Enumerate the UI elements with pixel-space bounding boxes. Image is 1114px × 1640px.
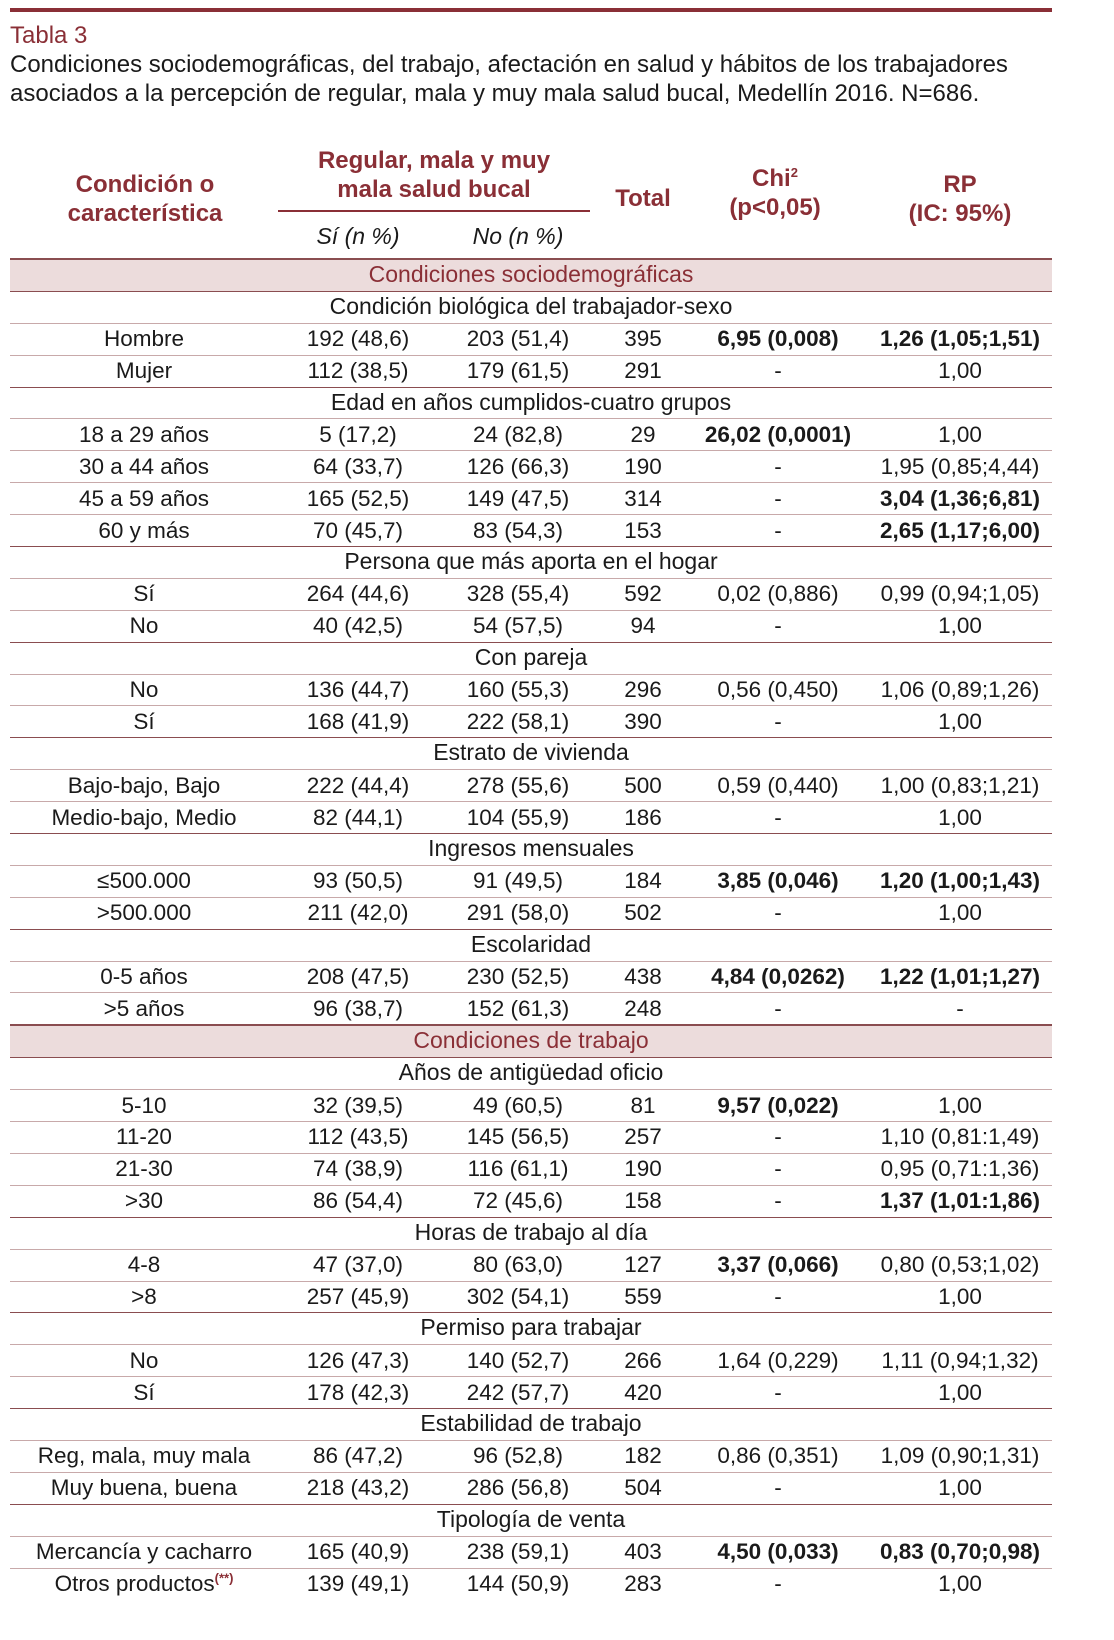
cell-total: 182 — [624, 1443, 662, 1469]
section-header: Condiciones de trabajo — [10, 1024, 1052, 1057]
cell-yes: 126 (47,3) — [306, 1347, 410, 1373]
header-total: Total — [615, 185, 671, 212]
table-row — [10, 1089, 1052, 1121]
table-row — [10, 1568, 1052, 1600]
cell-condition: 11-20 — [116, 1124, 172, 1150]
cell-rp: 1,00 — [938, 1570, 982, 1596]
cell-yes: 82 (44,1) — [312, 804, 404, 830]
cell-condition: 4-8 — [127, 1252, 161, 1278]
cell-condition: No — [129, 1347, 159, 1373]
header-condition: Condición o característica — [67, 171, 223, 227]
group-header: Estrato de vivienda — [10, 737, 1052, 769]
group-header: Permiso para trabajar — [10, 1312, 1052, 1344]
cell-rp: 1,00 — [938, 358, 982, 384]
cell-condition: Muy buena, buena — [50, 1475, 238, 1501]
cell-total: 296 — [624, 677, 662, 703]
header-chi — [700, 164, 850, 222]
cell-rp: 3,04 (1,36;6,81) — [879, 485, 1041, 511]
cell-condition: 30 a 44 años — [78, 453, 210, 479]
cell-no: 126 (66,3) — [466, 453, 570, 479]
cell-rp: 1,00 (0,83;1,21) — [880, 772, 1040, 798]
cell-yes: 257 (45,9) — [306, 1283, 410, 1309]
cell-no: 140 (52,7) — [466, 1347, 570, 1373]
cell-condition: Medio-bajo, Medio — [51, 804, 237, 830]
cell-total: 502 — [624, 900, 662, 926]
group-header: Estabilidad de trabajo — [10, 1408, 1052, 1440]
table-body — [10, 258, 1052, 1599]
cell-no: 116 (61,1) — [467, 1156, 569, 1182]
header-rp-label: RP — [943, 171, 977, 198]
cell-total: 81 — [630, 1092, 656, 1118]
cell-condition: 45 a 59 años — [78, 485, 210, 511]
cell-total: 94 — [630, 613, 656, 639]
cell-rp: 1,00 — [938, 1379, 982, 1405]
cell-total: 314 — [624, 485, 662, 511]
cell-total: 291 — [624, 358, 662, 384]
cell-yes: 47 (37,0) — [312, 1252, 404, 1278]
table-row — [10, 1344, 1052, 1376]
cell-chi: 0,02 (0,886) — [717, 581, 839, 607]
table-row — [10, 355, 1052, 387]
cell-chi: - — [774, 1283, 782, 1309]
cell-no: 203 (51,4) — [466, 326, 570, 352]
cell-no: 179 (61,5) — [466, 358, 570, 384]
cell-rp: 1,00 — [938, 613, 982, 639]
cell-chi: - — [774, 1475, 782, 1501]
cell-total: 190 — [624, 1156, 662, 1182]
cell-chi: - — [774, 708, 782, 734]
cell-rp: 0,80 (0,53;1,02) — [880, 1252, 1040, 1278]
cell-no: 72 (45,6) — [472, 1188, 564, 1214]
cell-condition: Sí — [133, 1379, 155, 1405]
cell-yes: 168 (41,9) — [306, 708, 410, 734]
cell-total: 153 — [624, 517, 662, 543]
header-no: No (n %) — [472, 223, 564, 249]
header-chi-sup: 2 — [790, 165, 798, 180]
cell-total: 500 — [624, 772, 662, 798]
cell-no: 286 (56,8) — [466, 1475, 570, 1501]
cell-yes: 86 (54,4) — [312, 1188, 404, 1214]
cell-total: 438 — [624, 964, 662, 990]
cell-total: 504 — [624, 1475, 662, 1501]
cell-yes: 178 (42,3) — [306, 1379, 410, 1405]
cell-total: 257 — [624, 1124, 662, 1150]
cell-no: 80 (63,0) — [472, 1252, 564, 1278]
cell-condition: >30 — [124, 1188, 164, 1214]
table-row — [10, 323, 1052, 355]
cell-total: 184 — [624, 868, 662, 894]
cell-chi: 1,64 (0,229) — [717, 1347, 839, 1373]
group-header: Con pareja — [10, 642, 1052, 674]
cell-condition: Otros productos(**) — [54, 1570, 234, 1596]
cell-rp: 1,26 (1,05;1,51) — [879, 326, 1041, 352]
table-row — [10, 1440, 1052, 1472]
table-row — [10, 610, 1052, 642]
cell-rp: 0,99 (0,94;1,05) — [880, 581, 1040, 607]
cell-total: 403 — [624, 1539, 662, 1565]
cell-no: 160 (55,3) — [466, 677, 570, 703]
cell-no: 149 (47,5) — [466, 485, 570, 511]
cell-total: 190 — [624, 453, 662, 479]
cell-condition: Reg, mala, muy mala — [37, 1443, 251, 1469]
cell-rp: 1,09 (0,90;1,31) — [880, 1443, 1040, 1469]
cell-yes: 96 (38,7) — [312, 995, 404, 1021]
cell-chi: 0,59 (0,440) — [717, 772, 839, 798]
cell-condition: No — [129, 677, 159, 703]
cell-condition: Mujer — [115, 358, 173, 384]
table-row — [10, 482, 1052, 514]
cell-rp: 1,11 (0,94;1,32) — [881, 1347, 1039, 1373]
cell-chi: - — [774, 1156, 782, 1182]
table-row — [10, 514, 1052, 546]
table-row — [10, 1536, 1052, 1568]
header-rp — [868, 170, 1052, 228]
cell-no: 152 (61,3) — [466, 995, 570, 1021]
cell-no: 49 (60,5) — [472, 1092, 564, 1118]
cell-chi: 0,86 (0,351) — [717, 1443, 839, 1469]
cell-total: 248 — [624, 995, 662, 1021]
table-row — [10, 578, 1052, 610]
header-yes: Sí (n %) — [316, 223, 400, 249]
cell-chi: - — [774, 1124, 782, 1150]
cell-condition: Hombre — [103, 326, 185, 352]
cell-total: 390 — [624, 708, 662, 734]
cell-no: 230 (52,5) — [466, 964, 570, 990]
cell-condition: 18 a 29 años — [78, 421, 210, 447]
cell-no: 104 (55,9) — [466, 804, 570, 830]
cell-no: 242 (57,7) — [466, 1379, 570, 1405]
cell-condition: >500.000 — [96, 900, 192, 926]
table-row — [10, 1472, 1052, 1504]
cell-chi: 26,02 (0,0001) — [704, 421, 852, 447]
cell-no: 24 (82,8) — [472, 421, 564, 447]
cell-no: 96 (52,8) — [472, 1443, 564, 1469]
cell-no: 54 (57,5) — [472, 613, 564, 639]
cell-chi: - — [774, 1379, 782, 1405]
cell-condition: 0-5 años — [100, 964, 188, 990]
cell-rp: 0,83 (0,70;0,98) — [879, 1539, 1041, 1565]
cell-yes: 192 (48,6) — [306, 326, 410, 352]
cell-no: 238 (59,1) — [466, 1539, 570, 1565]
cell-condition: 60 y más — [98, 517, 190, 543]
top-rule — [10, 8, 1052, 12]
cell-yes: 112 (38,5) — [307, 358, 409, 384]
cell-yes: 165 (40,9) — [306, 1539, 410, 1565]
cell-no: 144 (50,9) — [466, 1570, 570, 1596]
cell-yes: 70 (45,7) — [312, 517, 404, 543]
cell-chi: 6,95 (0,008) — [717, 326, 839, 352]
cell-no: 91 (49,5) — [472, 868, 564, 894]
cell-yes: 74 (38,9) — [312, 1156, 404, 1182]
group-header: Persona que más aporta en el hogar — [10, 546, 1052, 578]
cell-total: 266 — [624, 1347, 662, 1373]
cell-total: 283 — [624, 1570, 662, 1596]
cell-condition: ≤500.000 — [97, 868, 191, 894]
cell-yes: 64 (33,7) — [312, 453, 404, 479]
cell-total: 420 — [624, 1379, 662, 1405]
cell-rp: 1,00 — [938, 804, 982, 830]
header-chi-label: Chi — [752, 165, 791, 192]
cell-rp: 1,00 — [938, 1283, 982, 1309]
cell-chi: - — [774, 804, 782, 830]
cell-condition: Mercancía y cacharro — [35, 1539, 253, 1565]
cell-condition: Sí — [133, 708, 155, 734]
cell-rp: 1,22 (1,01;1,27) — [879, 964, 1041, 990]
table-row — [10, 705, 1052, 737]
cell-yes: 93 (50,5) — [312, 868, 404, 894]
cell-total: 592 — [624, 581, 662, 607]
cell-chi: - — [774, 1188, 782, 1214]
cell-yes: 32 (39,5) — [312, 1092, 404, 1118]
group-header: Escolaridad — [10, 929, 1052, 961]
cell-no: 278 (55,6) — [466, 772, 570, 798]
table-row — [10, 418, 1052, 450]
group-header: Edad en años cumplidos-cuatro grupos — [10, 387, 1052, 419]
footnote-marker: (**) — [214, 1570, 234, 1586]
cell-yes: 218 (43,2) — [306, 1475, 410, 1501]
cell-chi: - — [774, 485, 782, 511]
table-header — [10, 140, 1052, 258]
cell-total: 29 — [630, 421, 656, 447]
group-header: Tipología de venta — [10, 1504, 1052, 1536]
cell-condition: Bajo-bajo, Bajo — [67, 772, 221, 798]
table-row — [10, 1121, 1052, 1153]
cell-yes: 86 (47,2) — [312, 1443, 404, 1469]
cell-chi: - — [774, 517, 782, 543]
cell-no: 145 (56,5) — [466, 1124, 570, 1150]
cell-yes: 139 (49,1) — [306, 1570, 410, 1596]
cell-total: 559 — [624, 1283, 662, 1309]
table-title: Condiciones sociodemográficas, del trabajo, afectación en salud y hábitos de los trabajadores asociados a la percepción de regular, mala y muy mala salud bucal, Medellín 2016. N=686. — [10, 51, 1008, 107]
cell-condition: 21-30 — [115, 1156, 173, 1182]
cell-yes: 222 (44,4) — [306, 772, 410, 798]
cell-rp: 2,65 (1,17;6,00) — [879, 517, 1041, 543]
cell-no: 83 (54,3) — [472, 517, 564, 543]
cell-rp: 1,00 — [938, 900, 982, 926]
cell-no: 222 (58,1) — [466, 708, 570, 734]
cell-rp: 1,95 (0,85;4,44) — [880, 453, 1040, 479]
table-label: Tabla 3 — [10, 22, 88, 49]
cell-condition: >8 — [131, 1283, 157, 1309]
cell-yes: 136 (44,7) — [306, 677, 410, 703]
cell-chi: 3,85 (0,046) — [717, 868, 839, 894]
cell-rp: 1,10 (0,81:1,49) — [880, 1124, 1040, 1150]
header-rp-ci: (IC: 95%) — [908, 200, 1012, 227]
cell-chi: - — [774, 1570, 782, 1596]
cell-yes: 40 (42,5) — [312, 613, 404, 639]
table-row — [10, 1376, 1052, 1408]
cell-chi: 0,56 (0,450) — [717, 677, 839, 703]
cell-rp: - — [956, 995, 964, 1021]
header-group: Regular, mala y muy mala salud bucal — [317, 147, 551, 203]
cell-rp: 1,37 (1,01:1,86) — [879, 1188, 1041, 1214]
table-caption — [10, 22, 1070, 108]
cell-total: 186 — [624, 804, 662, 830]
table-row — [10, 961, 1052, 993]
cell-total: 127 — [624, 1252, 662, 1278]
section-header: Condiciones sociodemográficas — [10, 258, 1052, 291]
cell-no: 302 (54,1) — [466, 1283, 570, 1309]
cell-condition: 5-10 — [121, 1092, 167, 1118]
cell-no: 291 (58,0) — [466, 900, 570, 926]
table-row — [10, 865, 1052, 897]
cell-yes: 112 (43,5) — [307, 1124, 409, 1150]
cell-yes: 211 (42,0) — [307, 900, 409, 926]
cell-chi: 4,84 (0,0262) — [711, 964, 845, 990]
cell-condition: No — [129, 613, 159, 639]
table-row — [10, 450, 1052, 482]
header-chi-p: (p<0,05) — [729, 194, 821, 221]
table-row — [10, 674, 1052, 706]
table-row — [10, 769, 1052, 801]
cell-condition: Sí — [133, 581, 155, 607]
table-row — [10, 801, 1052, 833]
group-header: Ingresos mensuales — [10, 833, 1052, 865]
cell-rp: 1,20 (1,00;1,43) — [879, 868, 1041, 894]
table-row — [10, 1185, 1052, 1217]
cell-yes: 5 (17,2) — [319, 421, 397, 447]
table-row — [10, 992, 1052, 1024]
group-header: Horas de trabajo al día — [10, 1217, 1052, 1249]
cell-rp: 1,00 — [938, 708, 982, 734]
cell-no: 328 (55,4) — [466, 581, 570, 607]
cell-rp: 1,00 — [938, 421, 982, 447]
cell-total: 158 — [624, 1188, 662, 1214]
cell-chi: 3,37 (0,066) — [717, 1252, 839, 1278]
cell-chi: 4,50 (0,033) — [717, 1539, 839, 1565]
table-row — [10, 1281, 1052, 1313]
cell-chi: - — [774, 613, 782, 639]
cell-rp: 1,00 — [938, 1092, 982, 1118]
cell-chi: - — [774, 900, 782, 926]
cell-rp: 0,95 (0,71:1,36) — [880, 1156, 1040, 1182]
cell-yes: 264 (44,6) — [306, 581, 410, 607]
table-row — [10, 1249, 1052, 1281]
cell-chi: - — [774, 995, 782, 1021]
table-row — [10, 897, 1052, 929]
cell-chi: 9,57 (0,022) — [717, 1092, 839, 1118]
group-header: Años de antigüedad oficio — [10, 1057, 1052, 1089]
group-header: Condición biológica del trabajador-sexo — [10, 291, 1052, 323]
cell-chi: - — [774, 453, 782, 479]
cell-rp: 1,06 (0,89;1,26) — [880, 677, 1040, 703]
table-row — [10, 1153, 1052, 1185]
cell-chi: - — [774, 358, 782, 384]
cell-rp: 1,00 — [938, 1475, 982, 1501]
cell-total: 395 — [624, 326, 662, 352]
header-group-rule — [278, 210, 590, 212]
cell-yes: 208 (47,5) — [306, 964, 410, 990]
cell-condition: >5 años — [103, 995, 185, 1021]
cell-yes: 165 (52,5) — [306, 485, 410, 511]
